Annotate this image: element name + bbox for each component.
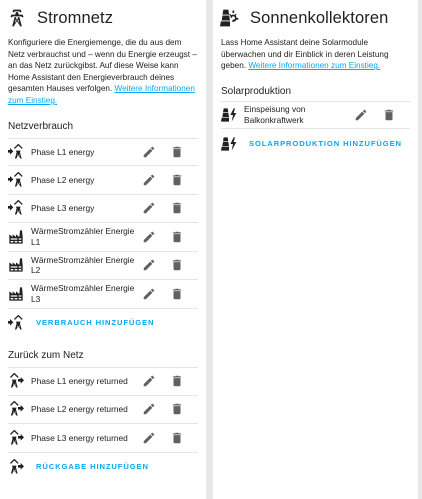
trash-icon — [170, 431, 184, 445]
solar-card — [213, 0, 418, 499]
grid-return-list — [0, 367, 206, 453]
list-item-label: Phase L3 energy returned — [31, 432, 128, 443]
list-item — [8, 223, 198, 252]
trash-icon — [170, 258, 184, 272]
edit-button[interactable] — [142, 374, 156, 388]
grid-card-title: Stromnetz — [37, 8, 114, 27]
pencil-icon — [142, 230, 156, 244]
edit-button[interactable] — [142, 201, 156, 215]
delete-button[interactable] — [170, 431, 184, 445]
edit-button[interactable] — [142, 431, 156, 445]
grid-card — [0, 0, 206, 499]
pencil-icon — [142, 173, 156, 187]
add-consumption-row[interactable] — [8, 309, 198, 338]
trash-icon — [170, 374, 184, 388]
list-item — [8, 252, 198, 281]
list-item-label: Phase L1 energy — [31, 146, 95, 157]
pencil-icon — [142, 145, 156, 159]
edit-button[interactable] — [142, 230, 156, 244]
grid-consumption-list — [0, 138, 206, 309]
grid-learn-more-link[interactable]: Weitere Informationen zum Einstieg. — [8, 84, 195, 105]
trash-icon — [170, 230, 184, 244]
delete-button[interactable] — [170, 230, 184, 244]
list-item — [8, 166, 198, 195]
transmission-tower-import-icon — [8, 144, 24, 160]
transmission-tower-export-icon — [8, 373, 24, 389]
solar-learn-more-link[interactable]: Weitere Informationen zum Einstieg. — [248, 61, 381, 71]
grid-consumption-title: Netzverbrauch — [8, 120, 74, 132]
trash-icon — [170, 201, 184, 215]
solar-card-title: Sonnenkollektoren — [250, 8, 389, 27]
solar-description: Lass Home Assistant deine Solarmodule überwachen und dir Einblick in deren Leistung geben. Weitere Informationen zum Einstieg. — [221, 38, 389, 71]
factory-icon — [8, 286, 24, 302]
pencil-icon — [142, 431, 156, 445]
list-item-label: Phase L3 energy — [31, 203, 95, 214]
pencil-icon — [142, 287, 156, 301]
list-item-label: WärmeStromzähler Energie L2 — [31, 254, 135, 276]
trash-icon — [170, 145, 184, 159]
delete-button[interactable] — [170, 374, 184, 388]
add-return-row[interactable] — [8, 453, 198, 482]
trash-icon — [170, 173, 184, 187]
delete-button[interactable] — [170, 145, 184, 159]
edit-button[interactable] — [142, 287, 156, 301]
list-item — [8, 367, 198, 396]
delete-button[interactable] — [170, 201, 184, 215]
solar-power-icon — [221, 136, 237, 152]
edit-button[interactable] — [142, 402, 156, 416]
delete-button[interactable] — [382, 108, 396, 122]
transmission-tower-icon — [7, 8, 27, 28]
pencil-icon — [142, 201, 156, 215]
trash-icon — [170, 287, 184, 301]
pencil-icon — [142, 374, 156, 388]
factory-icon — [8, 257, 24, 273]
solar-card-header — [213, 0, 418, 36]
add-return-button[interactable]: RÜCKGABE HINZUFÜGEN — [36, 462, 149, 472]
list-item-label: Einspeisung von Balkonkraftwerk — [244, 104, 306, 126]
pencil-icon — [142, 258, 156, 272]
pencil-icon — [142, 402, 156, 416]
solar-production-list — [213, 101, 418, 130]
list-item-label: Phase L1 energy returned — [31, 376, 128, 387]
transmission-tower-import-icon — [8, 315, 24, 331]
edit-button[interactable] — [142, 145, 156, 159]
transmission-tower-export-icon — [8, 430, 24, 446]
list-item-label: WärmeStromzähler Energie L1 — [31, 226, 135, 247]
delete-button[interactable] — [170, 173, 184, 187]
transmission-tower-export-icon — [8, 459, 24, 475]
delete-button[interactable] — [170, 402, 184, 416]
edit-button[interactable] — [142, 258, 156, 272]
add-solar-row[interactable] — [221, 129, 410, 158]
list-item-label: Phase L2 energy returned — [31, 404, 128, 415]
add-consumption-button[interactable]: VERBRAUCH HINZUFÜGEN — [36, 318, 155, 328]
delete-button[interactable] — [170, 258, 184, 272]
delete-button[interactable] — [170, 287, 184, 301]
list-item — [8, 195, 198, 224]
grid-description: Konfiguriere die Energiemenge, die du aus dem Netz verbrauchst und – wenn du Energie erzeugst – an das Netz zurückgibst. Auf diese Weise kann Home Assistant den Energieverbrauch deines gesamten Hauses verfolgen. Weitere Informationen zum Einstieg. — [8, 38, 197, 105]
solar-power-icon — [220, 8, 240, 28]
list-item-label: Phase L2 energy — [31, 174, 95, 185]
solar-production-title: Solarproduktion — [221, 85, 292, 97]
factory-icon — [8, 229, 24, 245]
edit-button[interactable] — [354, 108, 368, 122]
trash-icon — [382, 108, 396, 122]
edit-button[interactable] — [142, 173, 156, 187]
add-solar-button[interactable]: SOLARPRODUKTION HINZUFÜGEN — [249, 139, 402, 149]
grid-return-title: Zurück zum Netz — [8, 350, 84, 362]
transmission-tower-import-icon — [8, 200, 24, 216]
transmission-tower-export-icon — [8, 401, 24, 417]
trash-icon — [170, 402, 184, 416]
list-item — [8, 424, 198, 453]
grid-card-header — [0, 0, 206, 36]
list-item — [8, 280, 198, 309]
list-item — [221, 101, 410, 130]
transmission-tower-import-icon — [8, 172, 24, 188]
list-item-label: WärmeStromzähler Energie L3 — [31, 283, 135, 304]
pencil-icon — [354, 108, 368, 122]
list-item — [8, 396, 198, 425]
solar-power-icon — [221, 107, 237, 123]
list-item — [8, 138, 198, 167]
